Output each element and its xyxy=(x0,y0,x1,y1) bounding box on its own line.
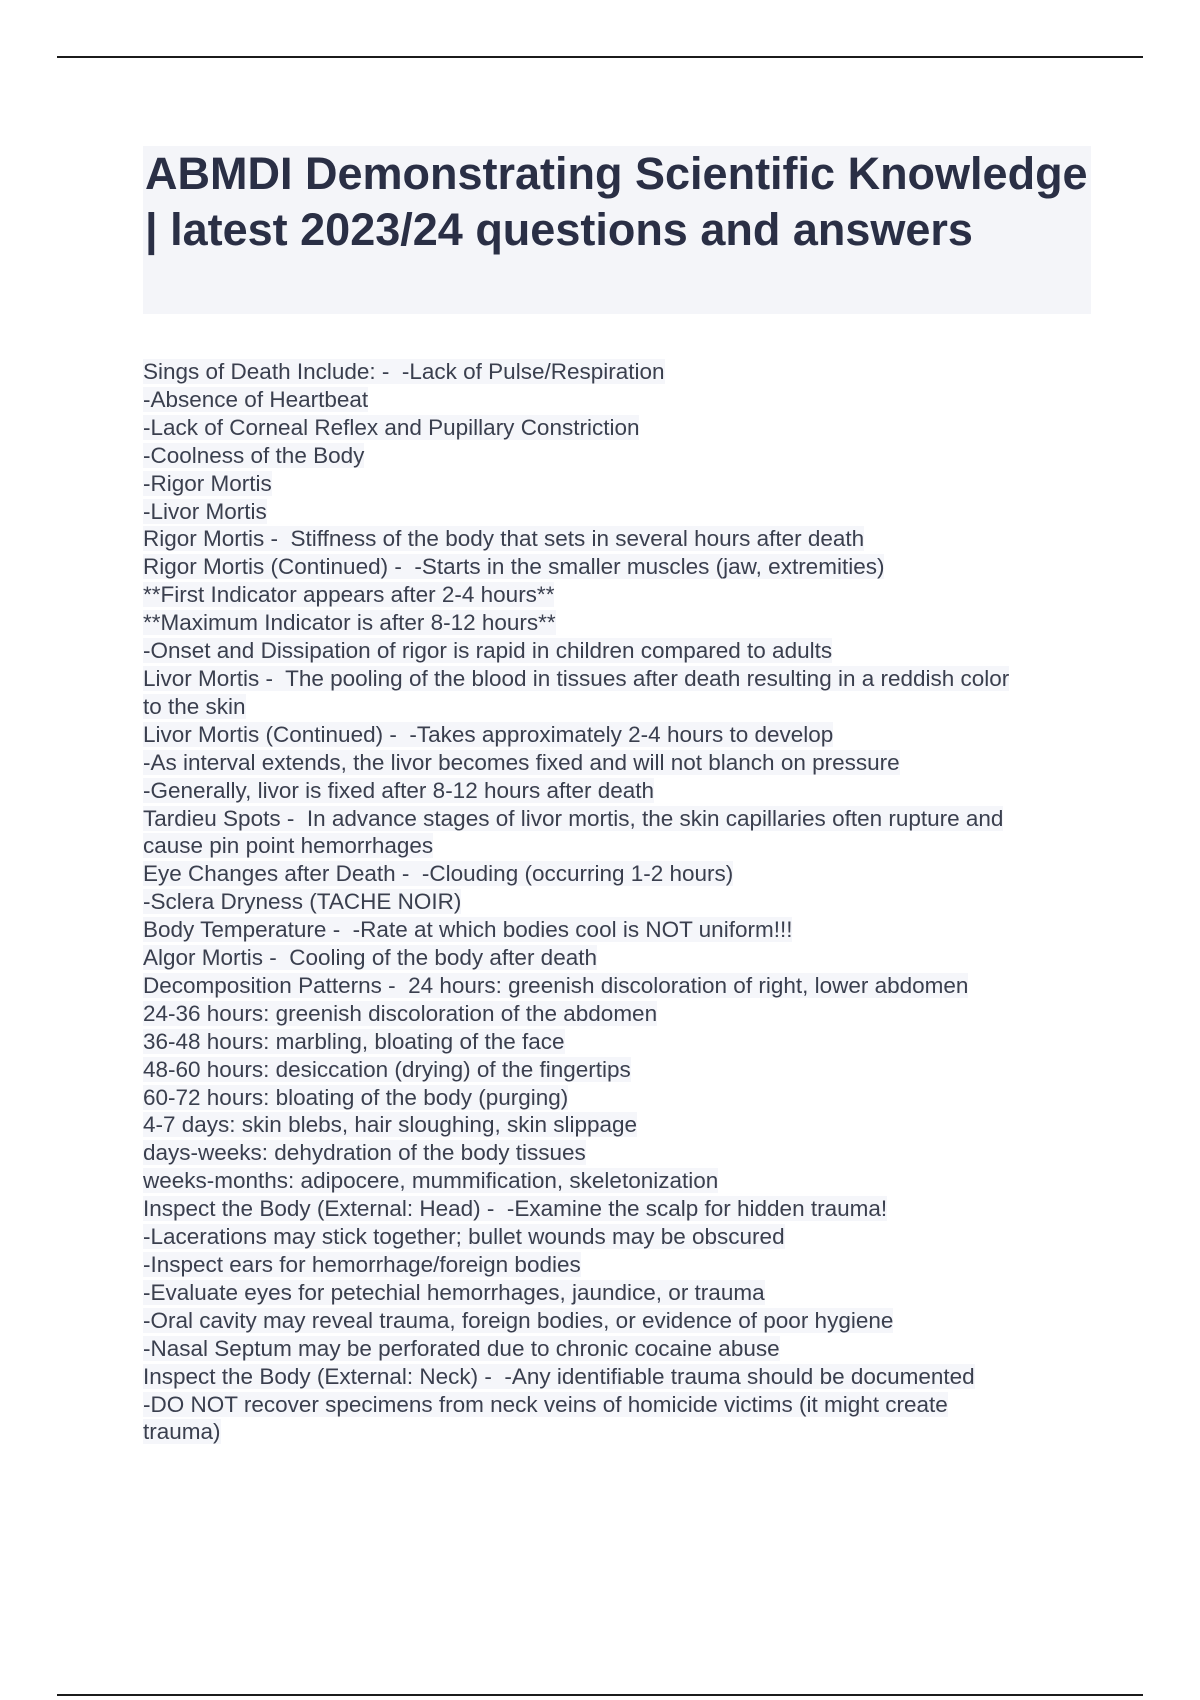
body-line: Tardieu Spots - In advance stages of livor mortis, the skin capillaries often rupture and xyxy=(143,805,1004,831)
body-line: Inspect the Body (External: Head) - -Examine the scalp for hidden trauma! xyxy=(143,1196,888,1222)
body-line: cause pin point hemorrhages xyxy=(143,833,434,859)
body-line: -Oral cavity may reveal trauma, foreign bodies, or evidence of poor hygiene xyxy=(143,1307,894,1333)
body-line: Livor Mortis - The pooling of the blood in tissues after death resulting in a reddish color xyxy=(143,665,1010,691)
document-body xyxy=(143,358,1103,1446)
body-line: -Nasal Septum may be perforated due to chronic cocaine abuse xyxy=(143,1335,780,1361)
body-line: Algor Mortis - Cooling of the body after death xyxy=(143,945,597,971)
body-line: Eye Changes after Death - -Clouding (occurring 1-2 hours) xyxy=(143,861,734,887)
body-line: 60-72 hours: bloating of the body (purging) xyxy=(143,1084,569,1110)
body-line: Rigor Mortis - Stiffness of the body that sets in several hours after death xyxy=(143,526,865,552)
bottom-divider xyxy=(57,1694,1143,1696)
body-line: 24-36 hours: greenish discoloration of the abdomen xyxy=(143,1000,658,1026)
body-line: Inspect the Body (External: Neck) - -Any identifiable trauma should be documented xyxy=(143,1363,975,1389)
document-title: ABMDI Demonstrating Scientific Knowledge | latest 2023/24 questions and answers xyxy=(145,148,1088,255)
body-line: 48-60 hours: desiccation (drying) of the fingertips xyxy=(143,1056,631,1082)
body-line: -DO NOT recover specimens from neck veins of homicide victims (it might create xyxy=(143,1391,948,1417)
body-line: -Generally, livor is fixed after 8-12 hours after death xyxy=(143,777,655,803)
body-line: Livor Mortis (Continued) - -Takes approximately 2-4 hours to develop xyxy=(143,721,834,747)
body-line: -As interval extends, the livor becomes fixed and will not blanch on pressure xyxy=(143,749,900,775)
body-line: -Rigor Mortis xyxy=(143,470,272,496)
body-line: -Lack of Corneal Reflex and Pupillary Constriction xyxy=(143,414,640,440)
body-line: -Sclera Dryness (TACHE NOIR) xyxy=(143,889,462,915)
body-line: trauma) xyxy=(143,1419,221,1445)
body-line: -Coolness of the Body xyxy=(143,442,365,468)
body-line: -Evaluate eyes for petechial hemorrhages, jaundice, or trauma xyxy=(143,1279,765,1305)
body-line: 36-48 hours: marbling, bloating of the face xyxy=(143,1028,565,1054)
body-line: **Maximum Indicator is after 8-12 hours** xyxy=(143,610,556,636)
body-line: Rigor Mortis (Continued) - -Starts in the smaller muscles (jaw, extremities) xyxy=(143,554,885,580)
body-line: Decomposition Patterns - 24 hours: greenish discoloration of right, lower abdomen xyxy=(143,972,969,998)
body-line: to the skin xyxy=(143,693,246,719)
body-line: -Absence of Heartbeat xyxy=(143,386,369,412)
top-divider xyxy=(57,56,1143,58)
body-line: days-weeks: dehydration of the body tissues xyxy=(143,1140,586,1166)
body-line: Sings of Death Include: - -Lack of Pulse/Respiration xyxy=(143,359,665,384)
body-line: **First Indicator appears after 2-4 hours** xyxy=(143,582,555,608)
body-line: -Inspect ears for hemorrhage/foreign bodies xyxy=(143,1252,581,1277)
body-line: weeks-months: adipocere, mummification, skeletonization xyxy=(143,1168,719,1194)
body-line: Body Temperature - -Rate at which bodies cool is NOT uniform!!! xyxy=(143,917,793,943)
body-line: -Lacerations may stick together; bullet wounds may be obscured xyxy=(143,1224,785,1250)
body-line: -Livor Mortis xyxy=(143,498,267,524)
body-line: 4-7 days: skin blebs, hair sloughing, skin slippage xyxy=(143,1112,638,1138)
body-line: -Onset and Dissipation of rigor is rapid in children compared to adults xyxy=(143,638,833,664)
title-block xyxy=(143,146,1091,314)
